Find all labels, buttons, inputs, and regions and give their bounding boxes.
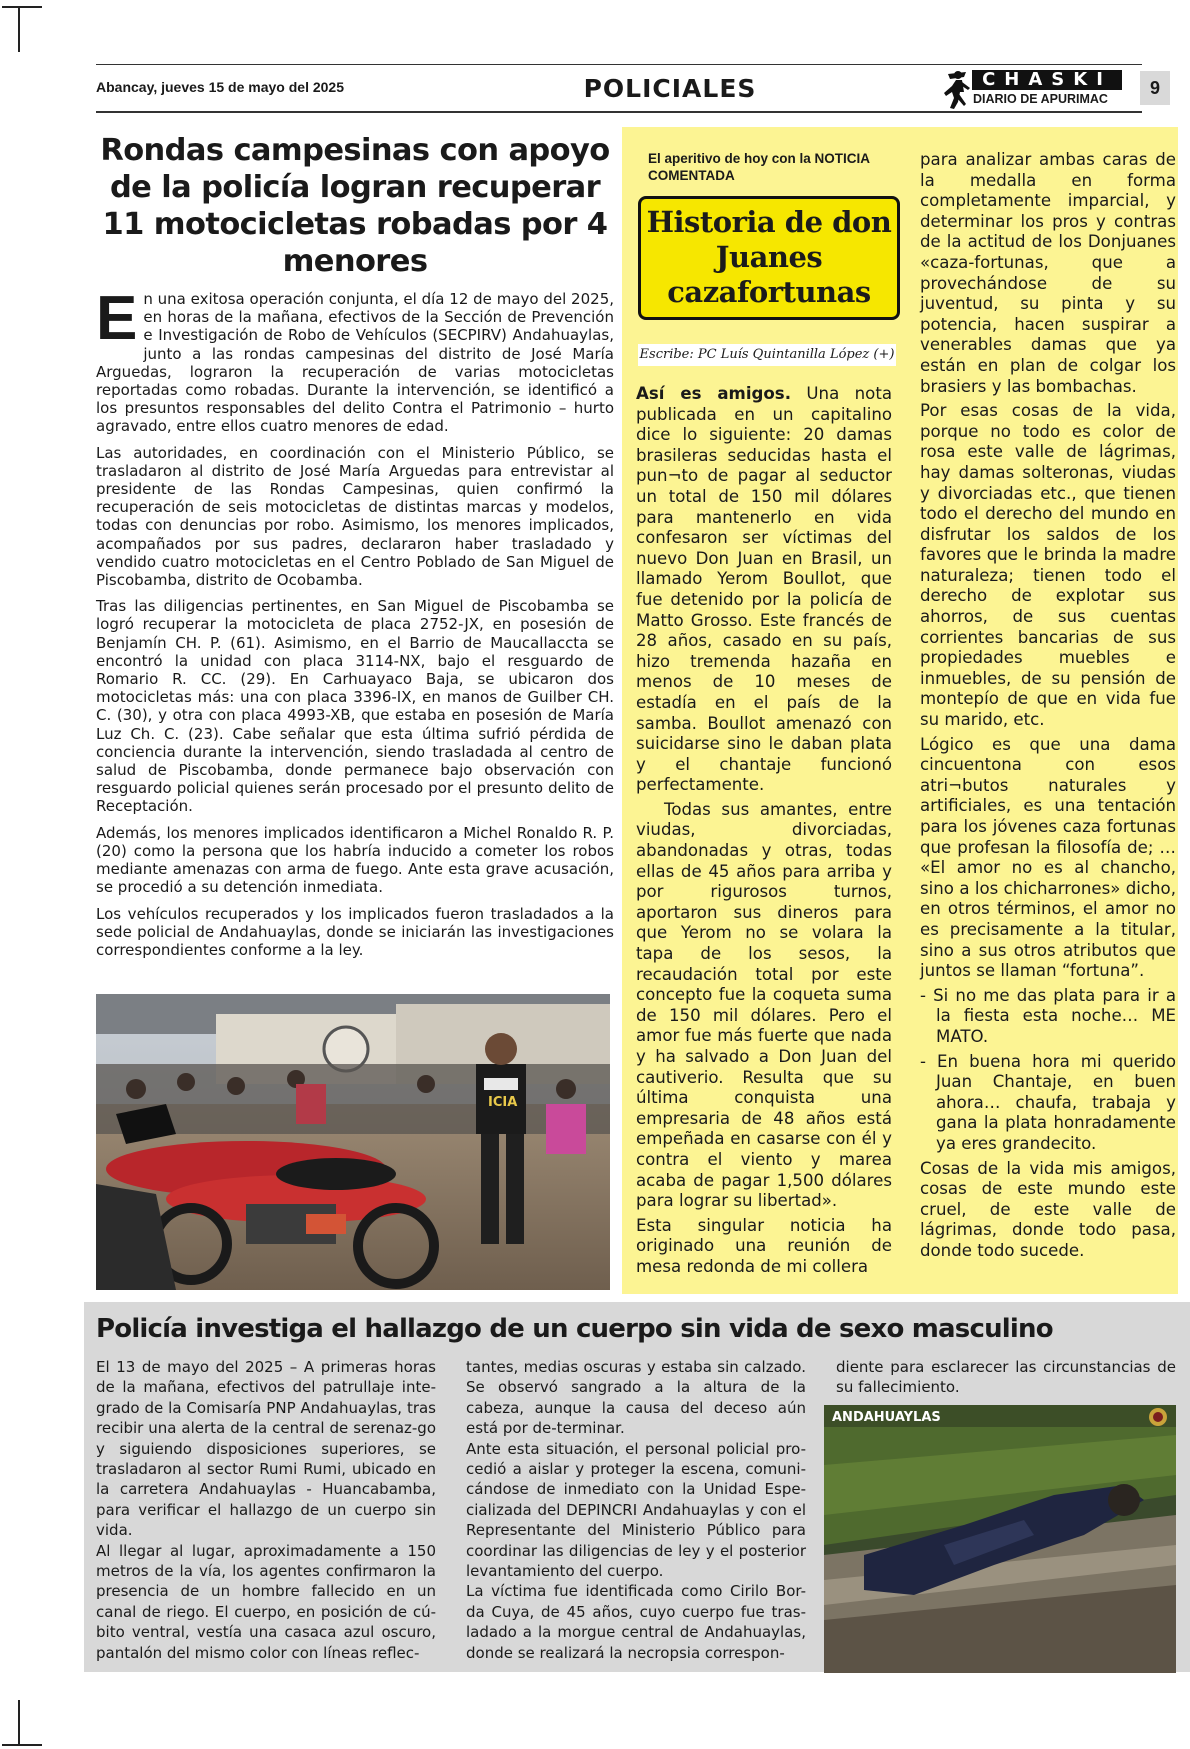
header-top-rule <box>96 64 1142 65</box>
column-paragraph: Todas sus amantes, entre viudas, divorciadas, abandonadas y otras, todas ellas de 45 años para arriba y por rigurosos turnos, aportaron sus dineros para que Yerom no se volara la tapa de los sesos, la recaudación total por este concepto fue la coqueta suma de 150 mil dólares. Pero el amor fue más fuerte que nada y ha salvado a Don Juan del cautiverio. Resulta que su última conquista una empresaria de 48 años está empeñada en casarse con él y contra el viento y marea acaba de pagar 1,500 dólares para lograr su libertad». <box>636 799 892 1211</box>
article-paragraph: Además, los menores implicados identificaron a Michel Ronaldo R. P. (20) como la persona que los habría inducido a cometer los robos mediante amenazas con arma de fuego. Ante esta grave acusación, se procedió a su detención inmediata. <box>96 823 614 897</box>
crop-mark <box>18 1700 20 1746</box>
crop-mark <box>18 6 20 52</box>
column-paragraph: Así es amigos. Una nota publicada en un capitalino dice lo siguiente: 20 damas brasileras seducidas hasta el pun¬to de pagar al seductor un total de 150 mil dólares para mantenerlo en vida confesaron ser víctimas del nuevo Don Juan en Brasil, un llamado Yerom Boullot, que fue detenido por la policía de Matto Grosso. Este francés de 28 años, casado en su país, hizo tremenda hazaña en menos de 10 meses de estadía en el país de la samba. Boullot amenazó con suicidarse sino le daban plata y el chantaje funcionó perfectamente. <box>636 384 892 795</box>
column-paragraph: Cosas de la vida mis amigos, cosas de este mundo este cruel, de este valle de lágrimas, donde todo pasa, donde todo sucede. <box>920 1158 1176 1260</box>
article2-paragraph: La víctima fue identificada como Cirilo Bor-da Cuya, de 45 años, cuyo cuerpo fue tras-ladado a la morgue central de Andahuaylas, donde se realizará la necropsia correspon- <box>466 1582 806 1662</box>
column-title: Historia de don Juanes cazafortunas <box>646 205 892 309</box>
article-headline: Rondas campesinas con apoyo de la policía logran recuperar 11 motocicletas robadas por 4 menores <box>100 133 610 279</box>
crop-mark <box>2 1744 42 1746</box>
page-number: 9 <box>1140 71 1170 105</box>
column-paragraph: Esta singular noticia ha originado una reunión de mesa redonda de mi collera <box>636 1215 892 1276</box>
police-vest-label: ICIA <box>488 1095 518 1110</box>
column-title-box <box>638 196 900 320</box>
article2-column-3 <box>836 1357 1176 1398</box>
article-paragraph: Los vehículos recuperados y los implicados fueron trasladados a la sede policial de Andahuaylas, donde se iniciarán las investigaciones correspondientes conforme a la ley. <box>96 904 614 959</box>
drop-cap: E <box>96 284 138 353</box>
motorcycles-photo <box>96 994 610 1290</box>
column-byline: Escribe: PC Luís Quintanilla López (+) <box>638 344 896 366</box>
article2-column-1 <box>96 1357 436 1663</box>
photo-watermark: ANDAHUAYLAS <box>832 1410 941 1425</box>
article2-paragraph: El 13 de mayo del 2025 – A primeras horas de la mañana, efectivos del patrullaje inte-grado de la Comisaría PNP Andahuaylas, tras recibir una alerta de la central de serenaz-go y siguiendo disposiciones superiores, se trasladaron al sector Rumi Rumi, ubicado en la carretera Andahuaylas - Huancabamba, para verificar el hallazgo de un cuerpo sin vida. <box>96 1358 436 1540</box>
column-paragraph: para analizar ambas caras de la medalla en forma completamente imparcial, y determinar los pros y contras de la actitud de los Donjuanes «caza-fortunas, que a provechándose de su juventud, su pinta y su potencia, hacen suspirar a venerables damas que ya están en plan de colgar los brasiers y las bombachas. <box>920 150 1176 396</box>
article2-paragraph: diente para esclarecer las circunstancias de su fallecimiento. <box>836 1358 1176 1397</box>
column-paragraph: Lógico es que una dama cincuentona con esos atri¬butos naturales y artificiales, es una tentación para los jóvenes caza fortunas que profesan la filosofía de; … «El amor no es al chancho, sino a los chicharrones» dicho, en otros términos, el amor no es precisamente a la titular, sino a sus otros atributos que juntos se llaman “fortuna”. <box>920 734 1176 981</box>
newspaper-logo <box>940 68 1138 110</box>
article-body <box>96 284 614 967</box>
article2-column-2 <box>466 1357 806 1663</box>
column-dialogue: - Si no me das plata para ir a la fiesta esta noche… ME MATO. <box>920 985 1176 1046</box>
article-paragraph: En una exitosa operación conjunta, el día 12 de mayo del 2025, en horas de la mañana, efectivos de la Sección de Prevención e Investigación de Robo de Vehículos (SECPIRV) Andahuaylas, junto a las rondas campesinas del distrito de José María Arguedas, lograron la recuperación de varias motocicletas reportadas como robadas. Durante la intervención, se identificó a los presuntos responsables del delito Contra el Patrimonio – hurto agravado, entre ellos cuatro menores de edad. <box>96 284 614 436</box>
crop-mark <box>2 6 42 8</box>
article-paragraph: Tras las diligencias pertinentes, en San Miguel de Piscobamba se logró recuperar la motocicleta de placa 2752-JX, en posesión de Benjamín CH. P. (61). Asimismo, en el Barrio de Maucallaccta se encontró la unidad con placa 3114-NX, bajo el resguardo de Romario R. CC. (29). En Carhuayaco Baja, se ubicaron dos motocicletas más: una con placa 3396-IX, en manos de Guilber CH. C. (30), y otra con placa 4993-XB, que estaba en posesión de María Luz Ch. C. (23). Cabe señalar que esta última sufrió pérdida de conciencia durante la intervención, siendo trasladada al centro de salud de Piscobamba, donde permanece bajo observación con resguardo policial quienes serán procesado por el presunto delito de Receptación. <box>96 597 614 816</box>
messenger-figure-icon <box>940 68 972 110</box>
article-paragraph: Las autoridades, en coordinación con el Ministerio Público, se trasladaron al distrito de José María Arguedas para entrevistar al presidente de las Rondas Campesinas, quien confirmó la recuperación de seis motocicletas de distintas marcas y modelos, todas con denuncias por robo. Asimismo, los menores implicados, acompañados por sus padres, declararon haber trasladado y vendido cuatro motocicletas en el Centro Poblado de San Miguel de Piscobamba, distrito de Ocobamba. <box>96 443 614 590</box>
header-bottom-rule <box>96 111 1142 113</box>
column-kicker: El aperitivo de hoy con la NOTICIA COMENTADA <box>648 151 870 183</box>
body-found-photo <box>824 1405 1176 1673</box>
article2-headline: Policía investiga el hallazgo de un cuerpo sin vida de sexo masculino <box>96 1314 1053 1344</box>
article2-paragraph: Ante esta situación, el personal policial pro-cedió a aislar y proteger la escena, comuni-cándose de inmediato con la Unidad Espe-cializada del DEPINCRI Andahuaylas y con el Representante del Ministerio Público para coordinar las diligencias de ley y el posterior levantamiento del cuerpo. <box>466 1439 806 1581</box>
column-lead: Así es amigos. <box>636 384 791 403</box>
column-paragraph: Por esas cosas de la vida, porque no todo es color de rosa este valle de lágrimas, hay damas solteronas, viudas y divorciadas etc., que tienen todo el derecho del mundo en disfrutar los saldos de los favores que le brinda la madre naturaleza; tienen todo el derecho de explotar sus ahorros, de sus cuentas corrientes bancarias de sus propiedades muebles e inmuebles, de su pensión de montepío de que en vida fue su marido, etc. <box>920 401 1176 730</box>
logo-subtitle: DIARIO DE APURIMAC <box>973 92 1108 106</box>
column-text-left <box>636 384 892 1282</box>
column-text-right <box>920 150 1176 1265</box>
column-dialogue: - En buena hora mi querido Juan Chantaje, en buen ahora… chaufa, trabaja y gana la plata honradamente ya eres grandecito. <box>920 1051 1176 1153</box>
issue-date: Abancay, jueves 15 de mayo del 2025 <box>96 79 344 95</box>
article2-paragraph: tantes, medias oscuras y estaba sin calzado. Se observó sangrado a la altura de la cabeza, aunque la causa del deceso aún está por de-terminar. <box>466 1358 806 1438</box>
section-title: POLICIALES <box>583 74 757 103</box>
article2-paragraph: Al llegar al lugar, aproximadamente a 150 metros de la vía, los agentes confirmaron la presencia de un hombre fallecido en un canal de riego. El cuerpo, en posición de cú-bito ventral, vestía una casaca azul oscuro, pantalón del mismo color con líneas reflec- <box>96 1541 436 1662</box>
logo-wordmark: CHASKI <box>972 70 1122 90</box>
